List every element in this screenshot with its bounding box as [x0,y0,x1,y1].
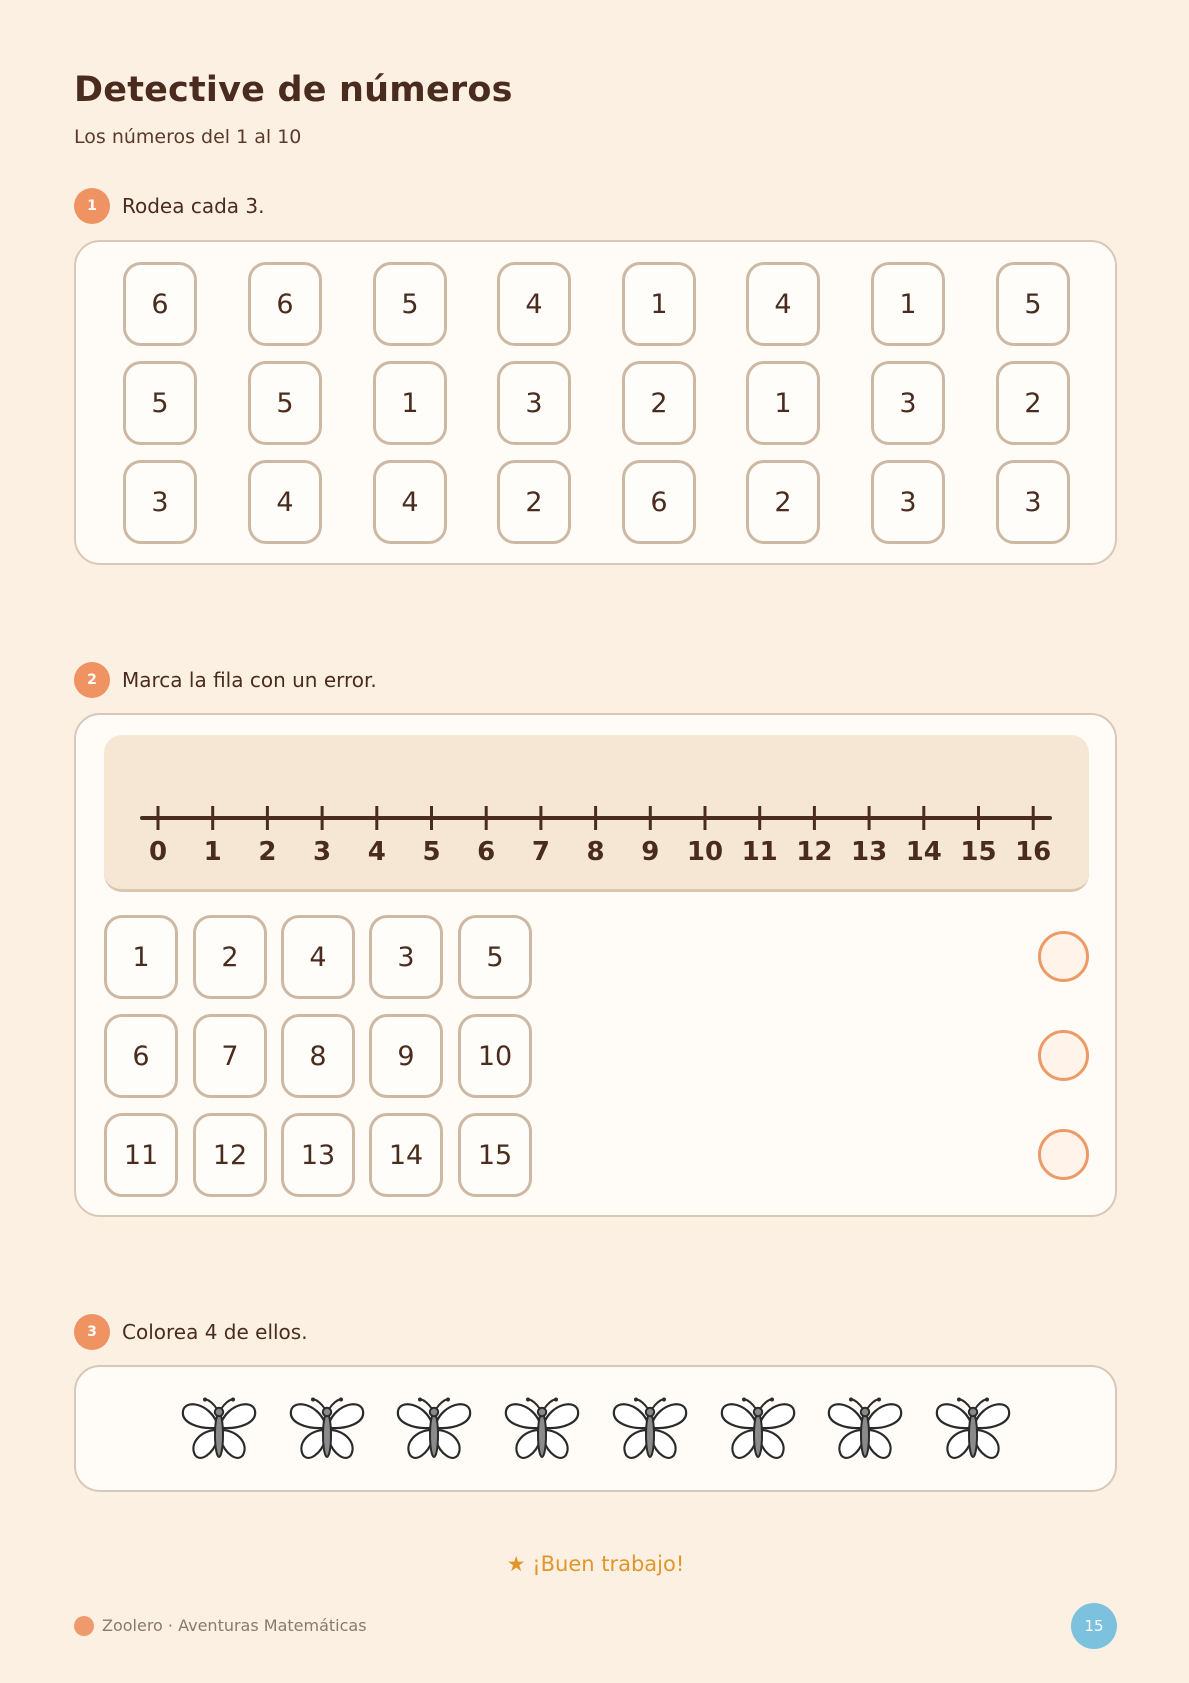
number-tile[interactable]: 6 [248,262,322,346]
number-tile[interactable]: 3 [996,460,1070,544]
number-tile[interactable]: 1 [871,262,945,346]
butterfly-icon[interactable] [825,1397,905,1463]
number-line-label: 8 [586,837,605,867]
number-tile[interactable]: 4 [248,460,322,544]
sequence-tile: 2 [193,915,267,999]
number-line-label: 14 [905,837,942,867]
page-subtitle: Los números del 1 al 10 [74,126,302,148]
number-tile[interactable]: 5 [373,262,447,346]
butterfly-icon[interactable] [502,1397,582,1463]
worksheet-page [74,0,1117,1683]
number-line-label: 10 [686,837,724,867]
page-title: Detective de números [74,70,513,110]
brand-dot-icon [74,1616,94,1636]
number-tile[interactable]: 5 [123,361,197,445]
row-select-circle[interactable] [1038,1129,1089,1180]
number-tile[interactable]: 4 [373,460,447,544]
question-1-number: 1 [74,188,110,224]
sequence-tile: 10 [458,1014,532,1098]
sequence-tile: 11 [104,1113,178,1197]
number-line-label: 4 [367,837,386,867]
number-line-label: 3 [313,837,332,867]
number-line [104,735,1089,892]
number-tile[interactable]: 4 [497,262,571,346]
number-line-label: 13 [851,837,888,867]
sequence-tile: 3 [369,915,443,999]
question-2-instruction: Marca la fila con un error. [122,668,377,692]
question-3-instruction: Colorea 4 de ellos. [122,1320,308,1344]
number-tile[interactable]: 1 [622,262,696,346]
number-tile[interactable]: 5 [248,361,322,445]
number-tile[interactable]: 2 [622,361,696,445]
question-2-number: 2 [74,662,110,698]
question-2-header [74,662,377,698]
question-3-header [74,1314,308,1350]
sequence-tile: 8 [281,1014,355,1098]
number-line-label: 6 [477,837,496,867]
number-tile[interactable]: 5 [996,262,1070,346]
number-tile[interactable]: 1 [373,361,447,445]
number-tile[interactable]: 2 [746,460,820,544]
number-tile[interactable]: 3 [871,460,945,544]
number-tile[interactable]: 2 [497,460,571,544]
butterfly-icon[interactable] [287,1397,367,1463]
number-line-label: 1 [203,837,222,867]
butterfly-icon[interactable] [933,1397,1013,1463]
sequence-tile: 5 [458,915,532,999]
number-tile[interactable]: 3 [123,460,197,544]
number-tile[interactable]: 3 [497,361,571,445]
sequence-tile: 6 [104,1014,178,1098]
sequence-tile: 7 [193,1014,267,1098]
sequence-tile: 1 [104,915,178,999]
number-line-label: 5 [422,837,441,867]
number-tile[interactable]: 4 [746,262,820,346]
number-line-label: 11 [741,837,778,867]
page-number-badge: 15 [1071,1603,1117,1649]
question-1-card [74,240,1117,565]
number-tile[interactable]: 2 [996,361,1070,445]
butterfly-icon[interactable] [394,1397,474,1463]
sequence-tile: 15 [458,1113,532,1197]
butterfly-icon[interactable] [610,1397,690,1463]
sequence-tile: 4 [281,915,355,999]
number-tile[interactable]: 6 [123,262,197,346]
number-line-label: 12 [796,837,833,867]
question-2-card [74,713,1117,1217]
question-1-header [74,188,265,224]
question-3-card [74,1365,1117,1492]
number-line-label: 2 [258,837,277,867]
number-line-label: 9 [641,837,660,867]
sequence-tile: 12 [193,1113,267,1197]
butterfly-icon[interactable] [179,1397,259,1463]
row-select-circle[interactable] [1038,1030,1089,1081]
sequence-tile: 14 [369,1113,443,1197]
sequence-tile: 13 [281,1113,355,1197]
number-line-label: 7 [531,837,550,867]
question-1-instruction: Rodea cada 3. [122,194,265,218]
praise-message: ★ ¡Buen trabajo! [506,1552,685,1576]
row-select-circle[interactable] [1038,931,1089,982]
number-tile[interactable]: 1 [746,361,820,445]
number-tile[interactable]: 6 [622,460,696,544]
question-3-number: 3 [74,1314,110,1350]
number-line-label: 15 [960,837,997,867]
butterfly-icon[interactable] [718,1397,798,1463]
number-line-label: 0 [148,837,168,867]
brand-label: Zoolero · Aventuras Matemáticas [102,1616,367,1635]
number-line-panel [104,735,1089,892]
sequence-tile: 9 [369,1014,443,1098]
number-tile[interactable]: 3 [871,361,945,445]
number-line-label: 16 [1015,837,1052,867]
